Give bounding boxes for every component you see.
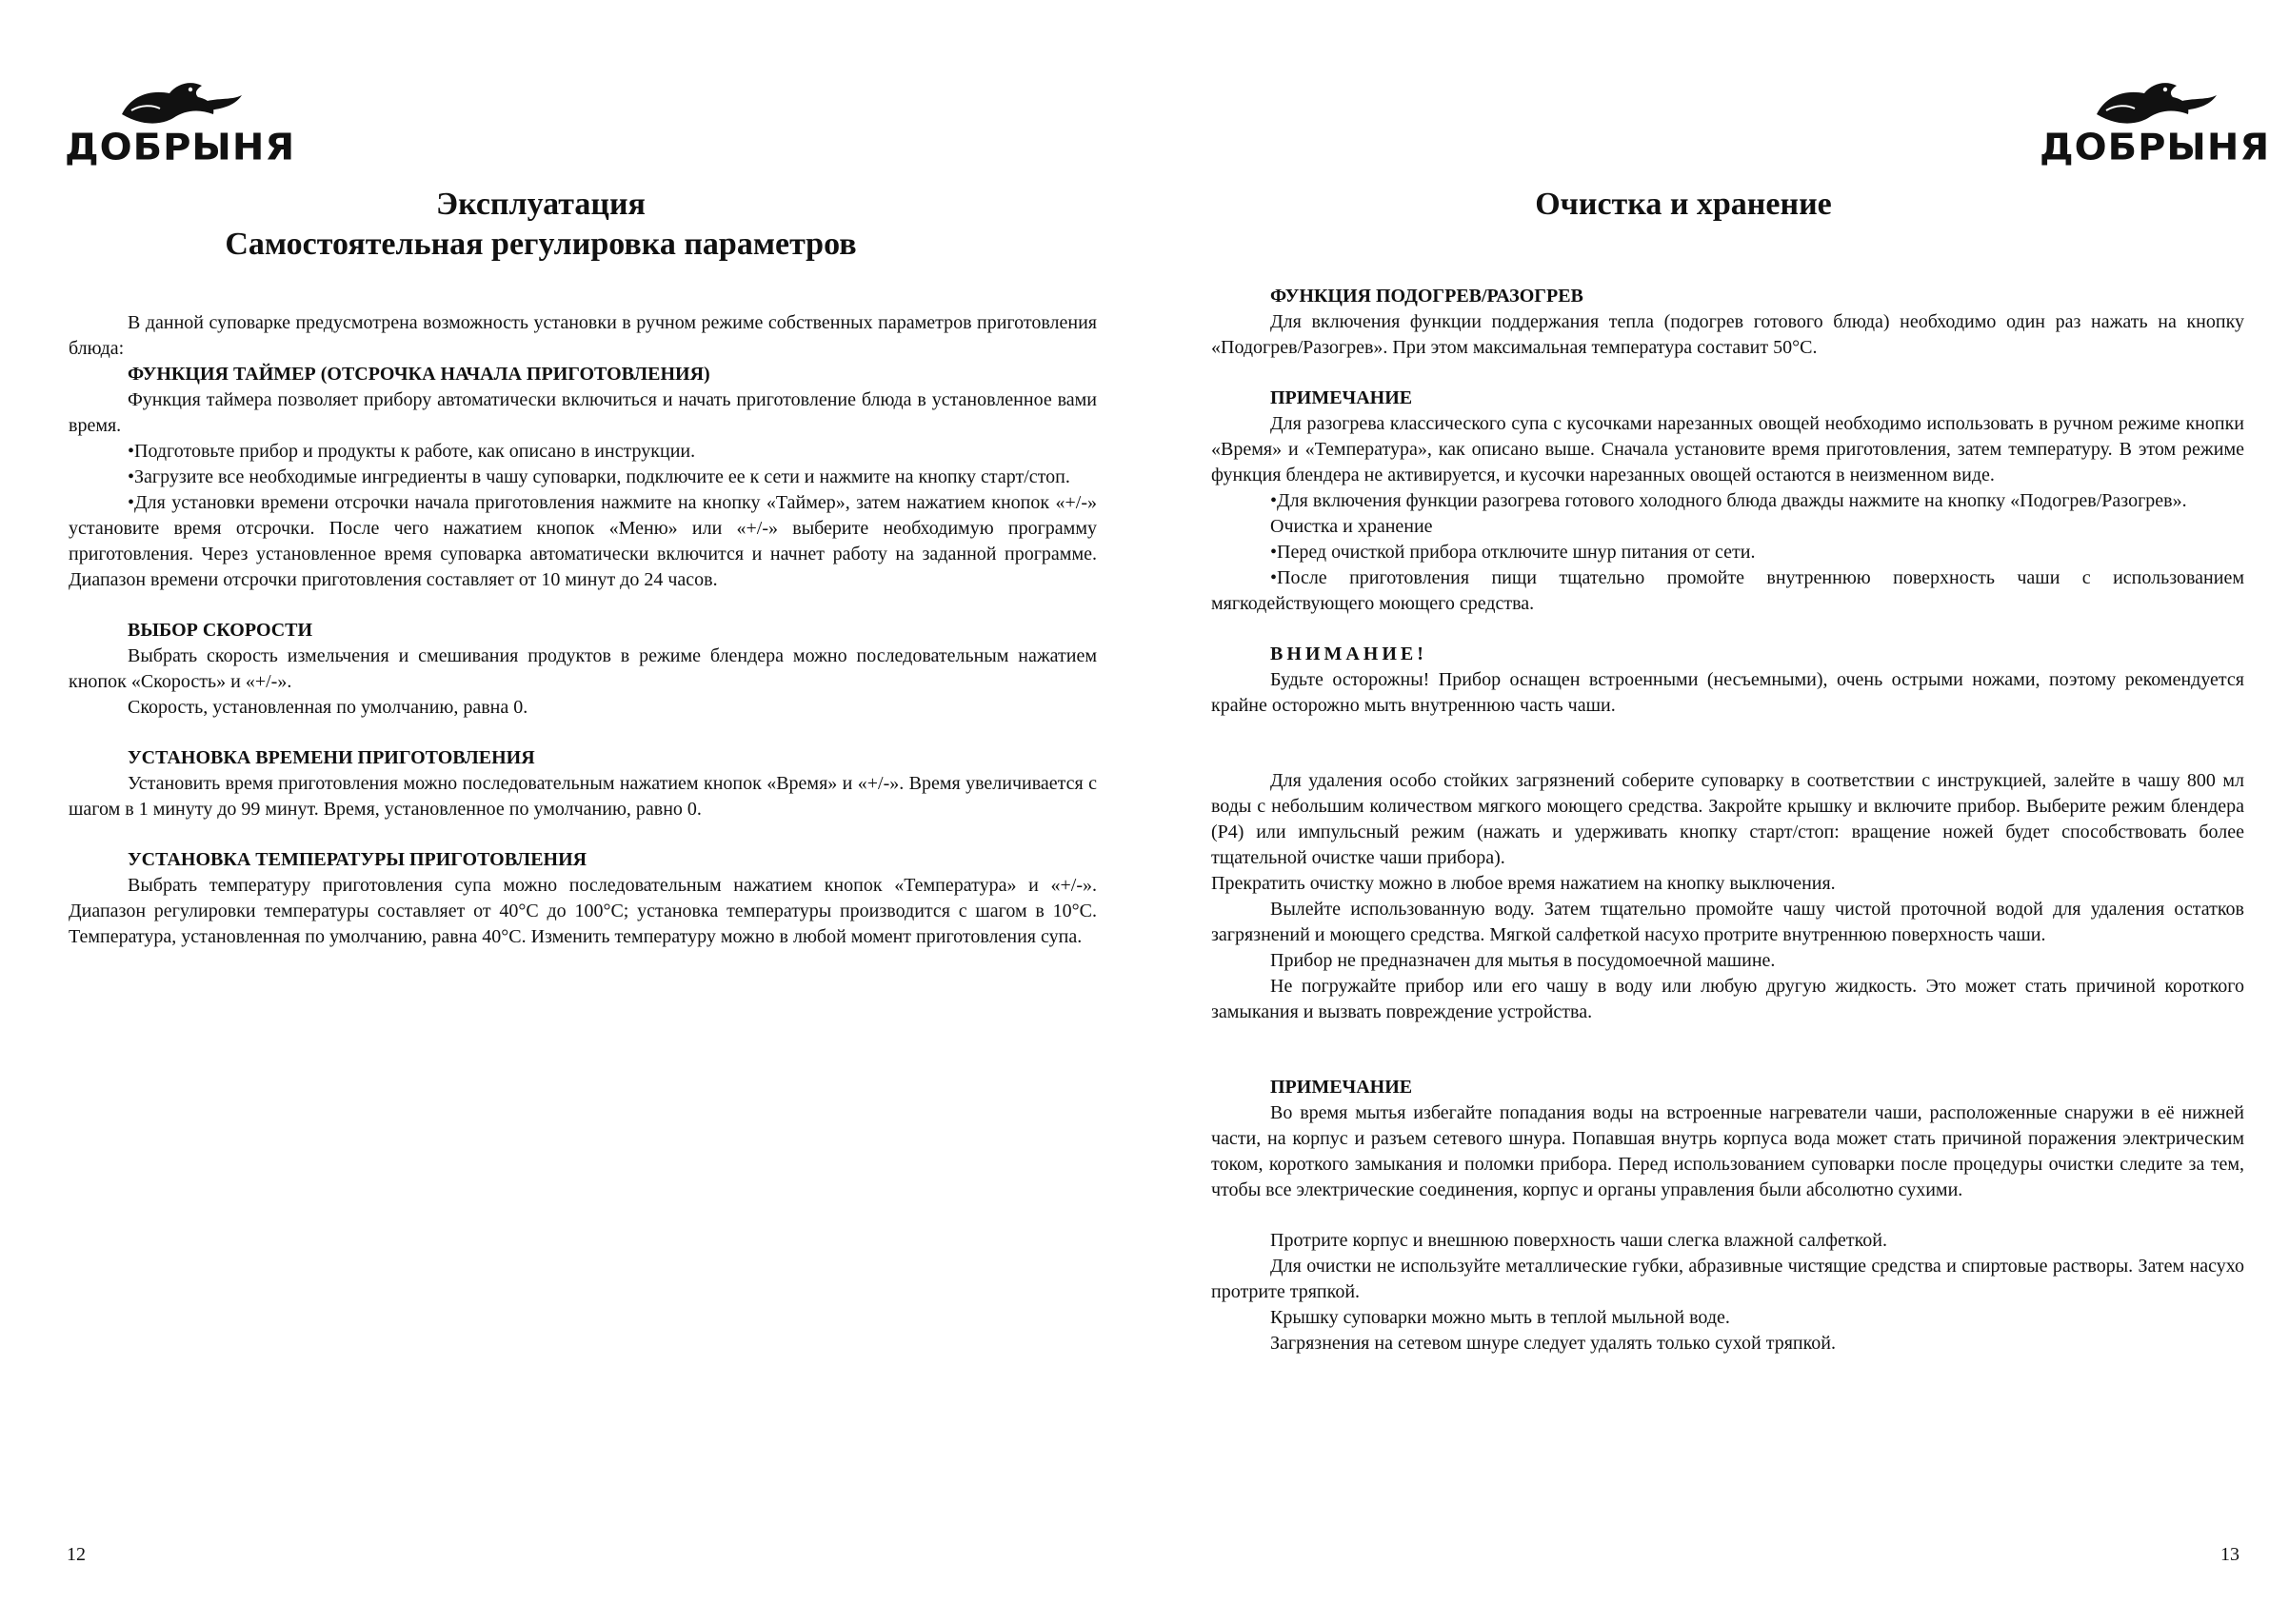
paragraph: Установить время приготовления можно последовательным нажатием кнопок «Время» и «+/-». Время увеличивается с шагом в 1 минуту до 99 минут. Время, установленное по умолчанию, равно 0. [69, 773, 1097, 820]
speed-heading: ВЫБОР СКОРОСТИ [128, 620, 313, 641]
warning-heading: ВНИМАНИЕ! [1270, 644, 1427, 664]
right-body [1211, 284, 2244, 1357]
horse-emblem-icon [2078, 76, 2220, 133]
timer-heading: ФУНКЦИЯ ТАЙМЕР (ОТСРОЧКА НАЧАЛА ПРИГОТОВЛЕНИЯ) [128, 364, 710, 385]
bullet-paragraph: •Для включения функции разогрева готового холодного блюда дважды нажмите на кнопку «Подогрев/Разогрев». [1270, 490, 2187, 511]
heat-heading: ФУНКЦИЯ ПОДОГРЕВ/РАЗОГРЕВ [1270, 286, 1583, 307]
page-title [65, 185, 1017, 265]
bullet-paragraph: •Для установки времени отсрочки начала приготовления нажмите на кнопку «Таймер», затем нажатием кнопок «+/-» установите время отсрочки. После чего нажатием кнопок «Меню» или «+/-» выберите необходимую программу приготовления. Через установленное время суповарка автоматически включится и начнет работу на заданной программе. Диапазон времени отсрочки приготовления составляет от 10 минут до 24 часов. [69, 492, 1097, 590]
bullet-paragraph: •Перед очисткой прибора отключите шнур питания от сети. [1270, 542, 1756, 563]
paragraph: Для очистки не используйте металлические губки, абразивные чистящие средства и спиртовые растворы. Затем насухо протрите тряпкой. [1211, 1256, 2244, 1302]
paragraph: Крышку суповарки можно мыть в теплой мыльной воде. [1270, 1307, 1730, 1328]
paragraph: Выбрать температуру приготовления супа можно последовательным нажатием кнопок «Температура» и «+/-». Диапазон регулировки температуры составляет от 40°С до 100°С; установка температуры производится с шагом в 10°С. Температура, установленная по умолчанию, равна 40°С. Изменить температуру можно в любой момент приготовления супа. [69, 875, 1097, 947]
paragraph: Для разогрева классического супа с кусочками нарезанных овощей необходимо использовать в ручном режиме кнопки «Время» и «Температура», как описано выше. Сначала установите время приготовления, затем температуру. В этом режиме функция блендера не активируется, и кусочки нарезанных овощей остаются в неизменном виде. [1211, 413, 2244, 485]
paragraph: Прибор не предназначен для мытья в посудомоечной машине. [1270, 950, 1776, 971]
paragraph: Вылейте использованную воду. Затем тщательно промойте чашу чистой проточной водой для удаления остатков загрязнений и моющего средства. Мягкой салфеткой насухо протрите внутреннюю поверхность чаши. [1211, 899, 2244, 945]
note-heading: ПРИМЕЧАНИЕ [1270, 387, 1413, 408]
brand-logo [2040, 76, 2271, 171]
bullet-paragraph: •Подготовьте прибор и продукты к работе, как описано в инструкции. [128, 441, 696, 462]
right-page [1144, 0, 2289, 1624]
intro-paragraph: В данной суповарке предусмотрена возможность установки в ручном режиме собственных параметров приготовления блюда: [69, 312, 1097, 359]
paragraph: Для включения функции поддержания тепла (подогрев готового блюда) необходимо один раз нажать на кнопку «Подогрев/Разогрев». При этом максимальная температура составит 50°С. [1211, 311, 2244, 358]
title-line-2: Самостоятельная регулировка параметров [225, 227, 857, 262]
page-number: 13 [2220, 1544, 2239, 1565]
left-body [69, 310, 1097, 950]
temperature-heading: УСТАНОВКА ТЕМПЕРАТУРЫ ПРИГОТОВЛЕНИЯ [128, 849, 587, 870]
bullet-paragraph: •После приготовления пищи тщательно промойте внутреннюю поверхность чаши с использованием мягкодействующего моющего средства. [1211, 567, 2244, 614]
note-heading: ПРИМЕЧАНИЕ [1270, 1077, 1413, 1098]
brand-name: ДОБРЫНЯ [65, 127, 296, 168]
paragraph: Будьте осторожны! Прибор оснащен встроенными (несъемными), очень острыми ножами, поэтому рекомендуется крайне осторожно мыть внутреннюю часть чаши. [1211, 669, 2244, 716]
horse-emblem-icon [103, 76, 246, 133]
paragraph: Не погружайте прибор или его чашу в воду или любую другую жидкость. Это может стать причиной короткого замыкания и вызвать повреждение устройства. [1211, 976, 2244, 1022]
paragraph: Выбрать скорость измельчения и смешивания продуктов в режиме блендера можно последовательным нажатием кнопок «Скорость» и «+/-». [69, 645, 1097, 692]
paragraph: Функция таймера позволяет прибору автоматически включиться и начать приготовление блюда в установленное вами время. [69, 389, 1097, 436]
brand-name: ДОБРЫНЯ [2040, 127, 2271, 168]
page-title [1207, 185, 2160, 225]
paragraph: Для удаления особо стойких загрязнений соберите суповарку в соответствии с инструкцией, залейте в чашу 800 мл воды с небольшим количеством мягкого моющего средства. Закройте крышку и включите прибор. Выберите режим блендера (Р4) или импульсный режим (нажать и удерживать кнопку старт/стоп: вращение ножей будет способствовать более тщательной очистке чаши прибора). [1211, 770, 2244, 868]
paragraph: Во время мытья избегайте попадания воды на встроенные нагреватели чаши, расположенные снаружи в её нижней части, на корпус и разъем сетевого шнура. Попавшая внутрь корпуса вода может стать причиной поражения электрическим током, короткого замыкания и поломки прибора. Перед использованием суповарки после процедуры очистки следите за тем, чтобы все электрические соединения, корпус и органы управления были абсолютно сухими. [1211, 1102, 2244, 1200]
page-number: 12 [67, 1544, 86, 1565]
bullet-paragraph: •Загрузите все необходимые ингредиенты в чашу суповарки, подключите ее к сети и нажмите на кнопку старт/стоп. [128, 466, 1070, 487]
brand-logo [65, 76, 296, 171]
time-heading: УСТАНОВКА ВРЕМЕНИ ПРИГОТОВЛЕНИЯ [128, 747, 535, 768]
paragraph: Скорость, установленная по умолчанию, равна 0. [128, 697, 528, 718]
paragraph: Протрите корпус и внешнюю поверхность чаши слегка влажной салфеткой. [1270, 1230, 1887, 1251]
paragraph: Очистка и хранение [1270, 516, 1433, 537]
paragraph: Загрязнения на сетевом шнуре следует удалять только сухой тряпкой. [1270, 1333, 1837, 1354]
left-page [0, 0, 1144, 1624]
title-line-1: Очистка и хранение [1535, 187, 1832, 222]
paragraph: Прекратить очистку можно в любое время нажатием на кнопку выключения. [1211, 873, 1836, 894]
title-line-1: Эксплуатация [436, 187, 646, 222]
